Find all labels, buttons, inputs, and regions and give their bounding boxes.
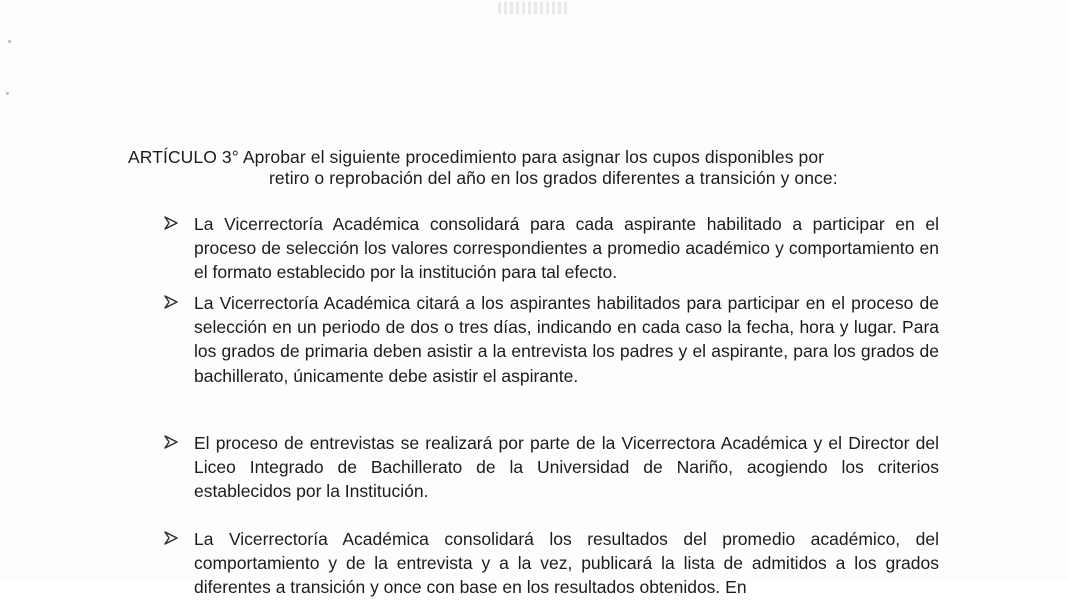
list-item-text: La Vicerrectoría Académica consolidará para cada aspirante habilitado a participar en el proceso de selección los valores correspondientes a promedio académico y comportamiento en el formato establecido por la institución para tal efecto. [194,214,939,283]
article-heading-line-1: ARTÍCULO 3° Aprobar el siguiente procedimiento para asignar los cupos disponibles por [128,147,825,167]
faint-header-mark [498,2,568,14]
list-item-text: El proceso de entrevistas se realizará por parte de la Vicerrectora Académica y el Director del Liceo Integrado de Bachillerato de la Universidad de Nariño, acogiendo los criterios establecidos por la Institución. [194,433,939,502]
list-item [162,291,942,388]
arrowhead-bullet-icon [162,214,180,232]
list-item-text: La Vicerrectoría Académica citará a los aspirantes habilitados para participar en el proceso de selección en un periodo de dos o tres días, indicando en cada caso la fecha, hora y lugar. Para los grados de primaria deben asistir a la entrevista los padres y el aspirante, para los grados de bachillerato, únicamente debe asistir el aspirante. [194,293,939,386]
scan-speck [8,40,11,43]
list-item [162,212,942,285]
scan-speck [6,92,9,95]
arrowhead-bullet-icon [162,433,180,451]
article-heading [128,147,940,189]
list-item [162,431,942,504]
article-heading-line-2: retiro o reprobación del año en los grados diferentes a transición y once: [269,168,838,188]
arrowhead-bullet-icon [162,529,180,547]
list-item [162,527,942,600]
list-item-text: La Vicerrectoría Académica consolidará los resultados del promedio académico, del comportamiento y de la entrevista y a la vez, publicará la lista de admitidos a los grados diferentes a transición y once con base en los resultados obtenidos. En [194,529,939,598]
arrowhead-bullet-icon [162,293,180,311]
